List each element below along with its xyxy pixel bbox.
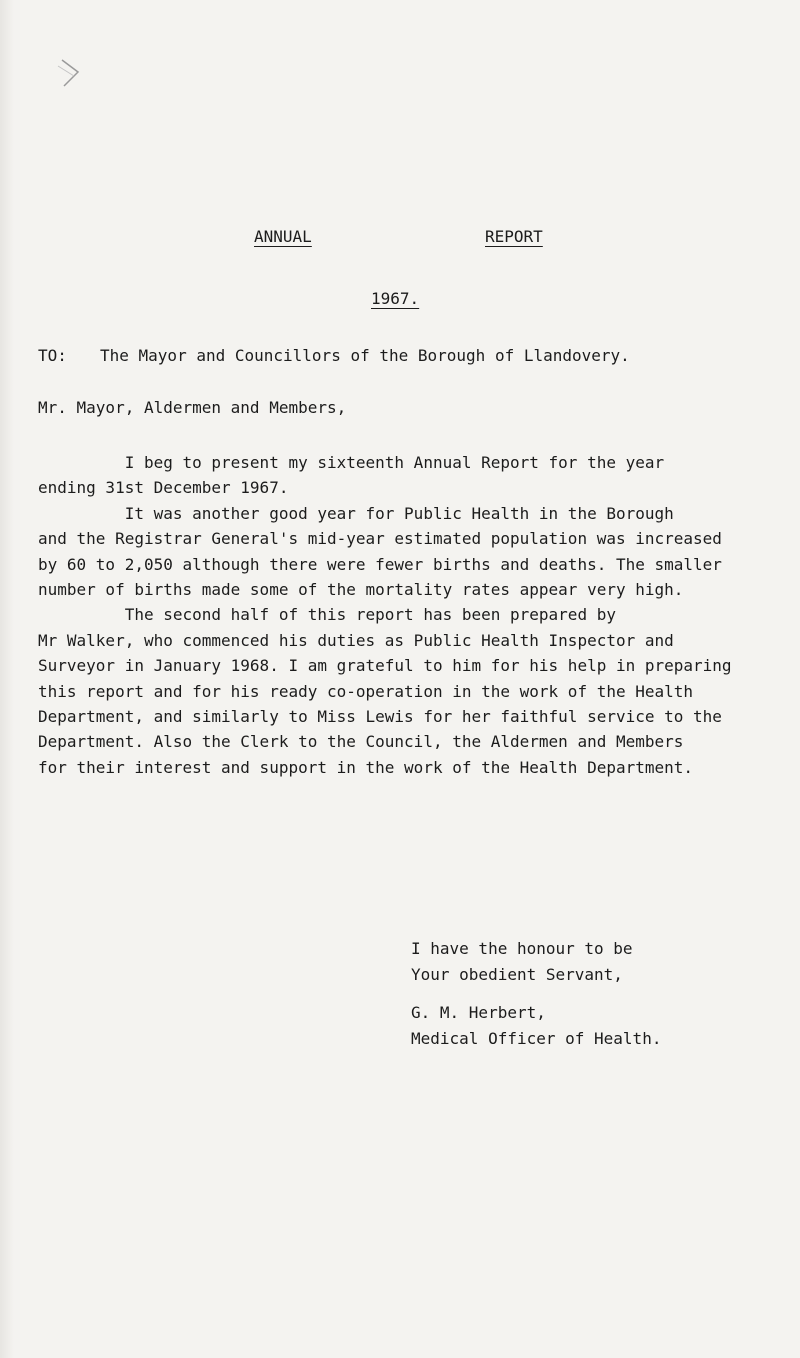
addressee-label: TO: [38, 346, 67, 365]
body-line: by 60 to 2,050 although there were fewer births and deaths. The smaller [38, 554, 722, 574]
body-line: The second half of this report has been prepared by [38, 605, 616, 625]
title-annual: ANNUAL [254, 227, 312, 246]
body-line: for their interest and support in the work of the Health Department. [38, 757, 694, 777]
signature-name: G. M. Herbert, [411, 1003, 546, 1022]
body-line: Department, and similarly to Miss Lewis for her faithful service to the [38, 706, 722, 726]
report-year: 1967. [371, 289, 420, 308]
body-line: this report and for his ready co-operation in the work of the Health [38, 681, 694, 701]
letter-closing [411, 936, 661, 1051]
closing-spacer [411, 987, 661, 1000]
title-report: REPORT [485, 227, 543, 246]
closing-line-honour: I have the honour to be [411, 939, 633, 958]
body-line: Department. Also the Clerk to the Council, the Aldermen and Members [38, 732, 684, 752]
body-line: It was another good year for Public Health in the Borough [38, 503, 674, 523]
body-line: Mr Walker, who commenced his duties as Public Health Inspector and [38, 630, 674, 650]
scan-edge-shadow [0, 0, 14, 1358]
body-line: and the Registrar General's mid-year estimated population was increased [38, 529, 722, 549]
punch-hole-mark-icon [54, 56, 88, 90]
signature-position: Medical Officer of Health. [411, 1028, 662, 1048]
body-line: I beg to present my sixteenth Annual Report for the year [38, 453, 665, 472]
body-line: number of births made some of the mortality rates appear very high. [38, 579, 684, 599]
addressee-line [38, 346, 630, 365]
letter-body [38, 450, 778, 780]
body-line: ending 31st December 1967. [38, 478, 289, 498]
addressee-text: The Mayor and Councillors of the Borough of Llandovery. [100, 346, 630, 365]
closing-line-servant: Your obedient Servant, [411, 964, 623, 984]
report-title [0, 227, 800, 251]
body-line: Surveyor in January 1968. I am grateful to him for his help in preparing [38, 656, 732, 676]
salutation: Mr. Mayor, Aldermen and Members, [38, 398, 347, 417]
